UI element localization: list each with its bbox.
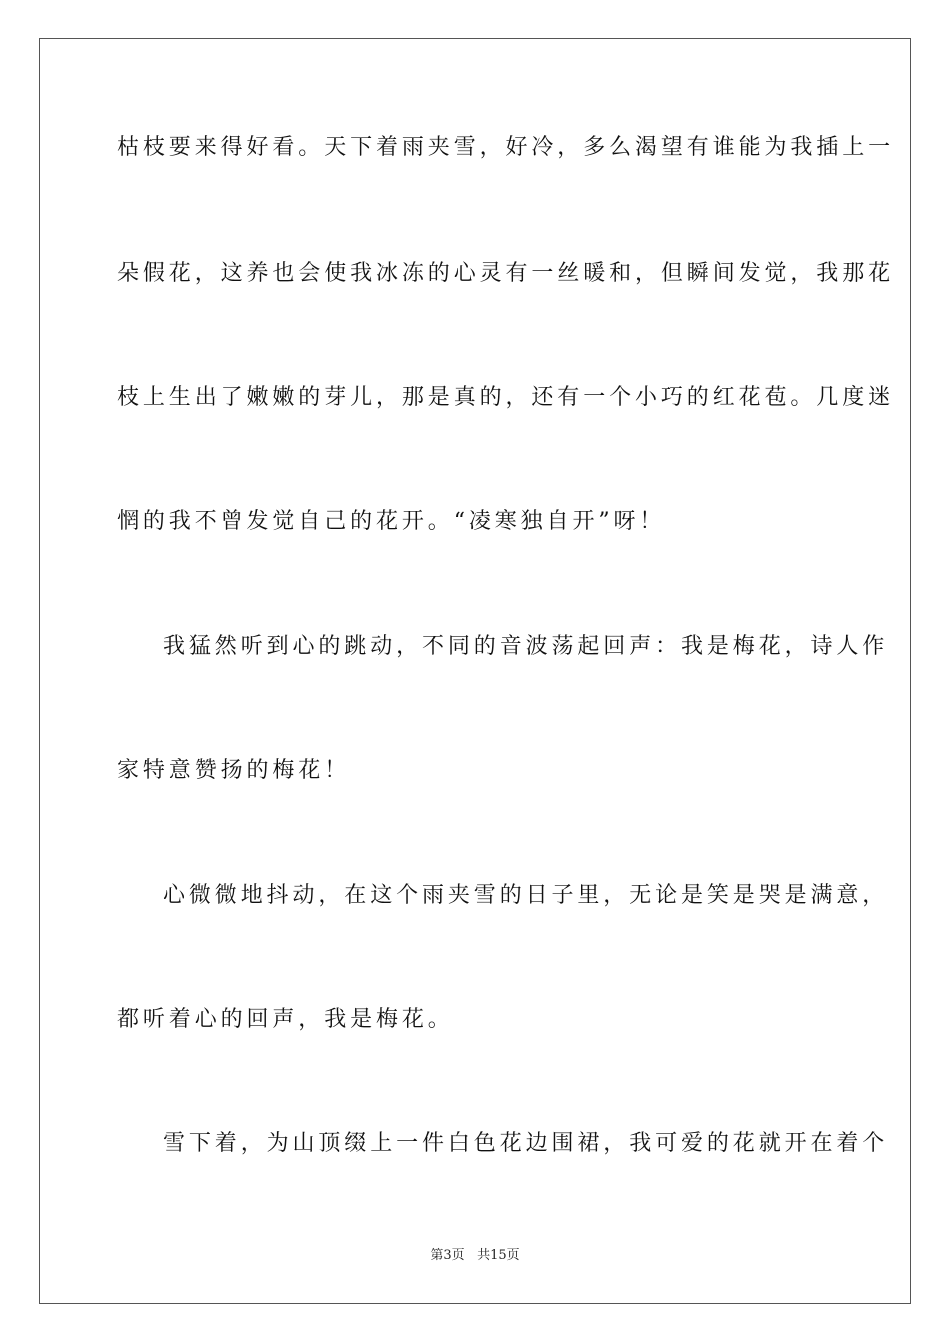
paragraph-line: 雪下着，为山顶缀上一件白色花边围裙，我可爱的花就开在着个 (163, 1131, 889, 1156)
page-total: 共15页 (477, 1248, 520, 1263)
paragraph-line: 惘的我不曾发觉自己的花开。“凌寒独自开”呀！ (117, 509, 666, 534)
page-number: 第3页 (430, 1248, 465, 1263)
page-border (39, 38, 911, 1304)
paragraph-line: 我猛然听到心的跳动，不同的音波荡起回声：我是梅花，诗人作 (163, 634, 889, 659)
paragraph-line: 枯枝要来得好看。天下着雨夹雪，好冷，多么渴望有谁能为我插上一 (117, 135, 895, 160)
paragraph-line: 心微微地抖动，在这个雨夹雪的日子里，无论是笑是哭是满意， (163, 883, 889, 908)
page-footer (0, 1248, 950, 1264)
paragraph-line: 朵假花，这养也会使我冰冻的心灵有一丝暖和，但瞬间发觉，我那花 (117, 261, 895, 286)
paragraph-line: 家特意赞扬的梅花！ (117, 758, 351, 783)
paragraph-line: 都听着心的回声，我是梅花。 (117, 1007, 454, 1032)
paragraph-line: 枝上生出了嫩嫩的芽儿，那是真的，还有一个小巧的红花苞。几度迷 (117, 385, 895, 410)
